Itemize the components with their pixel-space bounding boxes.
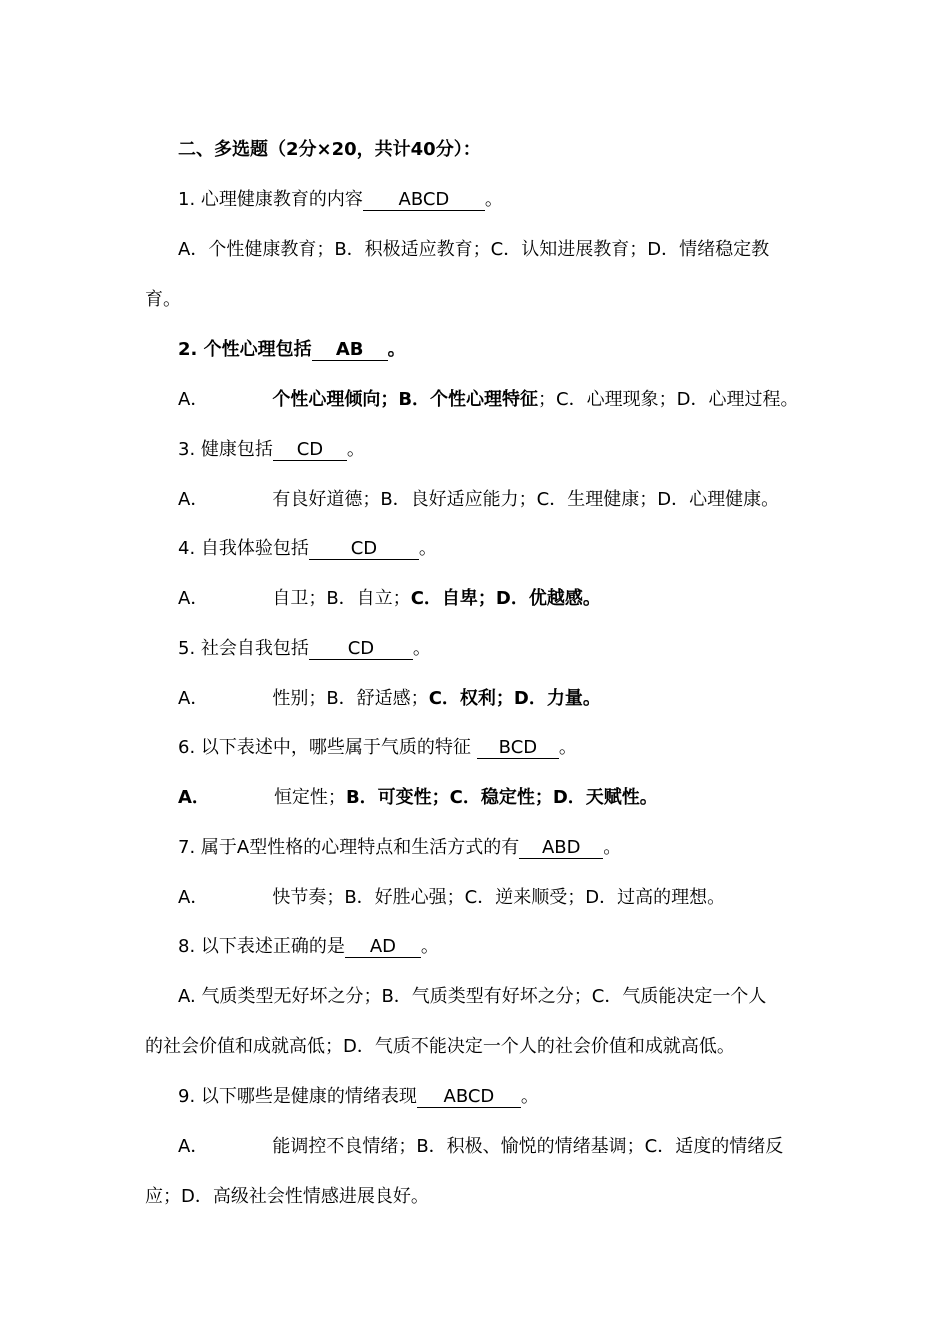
question-5: 5. 社会自我包括 CD 。 bbox=[178, 638, 431, 659]
question-stem: 4. 自我体验包括 bbox=[178, 538, 309, 559]
question-6: 6. 以下表述中，哪些属于气质的特征 BCD 。 bbox=[178, 737, 577, 758]
question-stem: 7. 属于A型性格的心理特点和生活方式的有 bbox=[178, 837, 520, 858]
question-stem: 8. 以下表述正确的是 bbox=[178, 936, 345, 957]
question-stem: 9. 以下哪些是健康的情绪表现 bbox=[178, 1086, 417, 1107]
answer-blank: ABCD bbox=[417, 1087, 521, 1108]
question-1-options: A．个性健康教育；B．积极适应教育；C．认知进展教育；D．情绪稳定教 bbox=[178, 239, 770, 260]
question-1-options-cont: 育。 bbox=[145, 289, 181, 310]
question-stem: 2. 个性心理包括 bbox=[178, 339, 312, 360]
question-9: 9. 以下哪些是健康的情绪表现 ABCD 。 bbox=[178, 1086, 539, 1107]
question-9-options: A． 能调控不良情绪；B．积极、愉悦的情绪基调；C．适度的情绪反 bbox=[178, 1136, 784, 1157]
question-2: 2. 个性心理包括 AB 。 bbox=[178, 339, 406, 360]
question-8-options-cont: 的社会价值和成就高低；D．气质不能决定一个人的社会价值和成就高低。 bbox=[145, 1036, 735, 1057]
answer-blank: CD bbox=[273, 440, 347, 461]
question-2-options: A． 个性心理倾向；B．个性心理特征；C．心理现象；D．心理过程。 bbox=[178, 389, 799, 410]
answer-blank: BCD bbox=[477, 738, 559, 759]
question-7: 7. 属于A型性格的心理特点和生活方式的有 ABD 。 bbox=[178, 837, 622, 858]
question-stem: 3. 健康包括 bbox=[178, 439, 273, 460]
question-6-options: A． 恒定性；B．可变性；C．稳定性；D．天赋性。 bbox=[178, 787, 658, 808]
answer-blank: CD bbox=[309, 539, 419, 560]
question-4: 4. 自我体验包括 CD 。 bbox=[178, 538, 437, 559]
section-title: 二、多选题（2分×20，共计40分）： bbox=[178, 139, 481, 160]
answer-blank: ABCD bbox=[363, 190, 485, 211]
answer-blank: CD bbox=[309, 639, 413, 660]
question-3-options: A． 有良好道德；B．良好适应能力；C．生理健康；D．心理健康。 bbox=[178, 489, 780, 510]
question-stem: 5. 社会自我包括 bbox=[178, 638, 309, 659]
question-3: 3. 健康包括 CD 。 bbox=[178, 439, 365, 460]
answer-blank: AD bbox=[345, 937, 421, 958]
question-stem: 6. 以下表述中，哪些属于气质的特征 bbox=[178, 737, 471, 758]
question-7-options: A． 快节奏；B．好胜心强；C．逆来顺受；D．过高的理想。 bbox=[178, 887, 726, 908]
answer-blank: AB bbox=[312, 340, 388, 361]
question-8-options: A. 气质类型无好坏之分；B．气质类型有好坏之分；C．气质能决定一个人 bbox=[178, 986, 767, 1007]
answer-blank: ABD bbox=[519, 838, 603, 859]
question-8: 8. 以下表述正确的是 AD 。 bbox=[178, 936, 439, 957]
question-stem: 1. 心理健康教育的内容 bbox=[178, 189, 363, 210]
question-4-options: A． 自卫；B．自立；C．自卑；D．优越感。 bbox=[178, 588, 601, 609]
question-9-options-cont: 应；D．高级社会性情感进展良好。 bbox=[145, 1186, 429, 1207]
question-1: 1. 心理健康教育的内容 ABCD 。 bbox=[178, 189, 503, 210]
question-5-options: A． 性别；B．舒适感；C．权利；D．力量。 bbox=[178, 688, 601, 709]
